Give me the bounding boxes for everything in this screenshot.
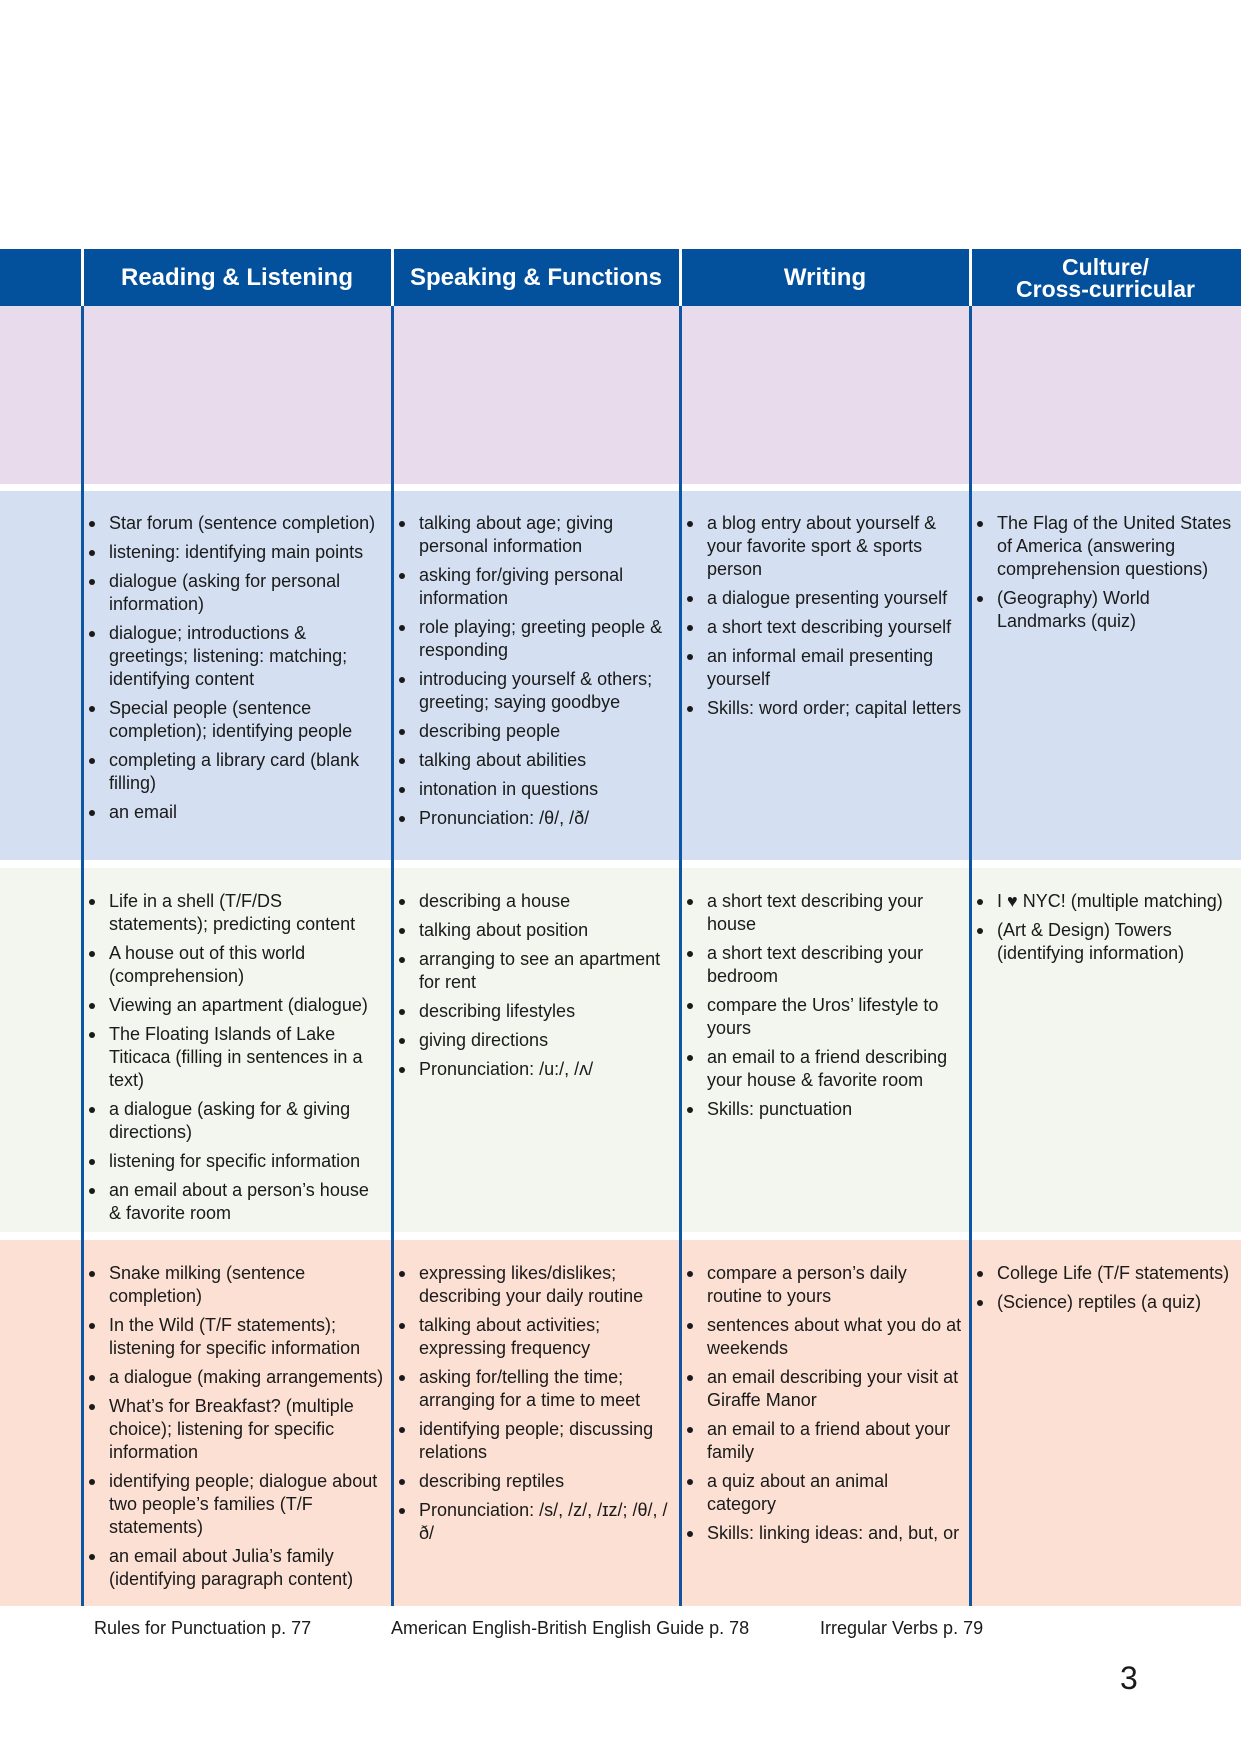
column-header-culture: Culture/ Cross-curricular: [970, 249, 1241, 306]
list-item: I ♥ NYC! (multiple matching): [997, 890, 1233, 913]
list-item: Pronunciation: /θ/, /ð/: [419, 807, 672, 830]
list-item: dialogue; introductions & greetings; listening: matching; identifying content: [109, 622, 384, 691]
list-item: a dialogue presenting yourself: [707, 587, 962, 610]
list-item: Star forum (sentence completion): [109, 512, 384, 535]
list-item: Special people (sentence completion); identifying people: [109, 697, 384, 743]
list-item: talking about activities; expressing frequency: [419, 1314, 672, 1360]
header-divider: [679, 249, 682, 306]
cell-reading: [82, 512, 392, 830]
list-item: College Life (T/F statements): [997, 1262, 1233, 1285]
list-item: talking about age; giving personal information: [419, 512, 672, 558]
list-item: an email to a friend about your family: [707, 1418, 962, 1464]
list-item: asking for/telling the time; arranging for a time to meet: [419, 1366, 672, 1412]
unit-row-1: [0, 306, 1241, 484]
list-item: The Floating Islands of Lake Titicaca (filling in sentences in a text): [109, 1023, 384, 1092]
list-item: a dialogue (making arrangements): [109, 1367, 384, 1387]
list-item: Life in a shell (T/F/DS statements); predicting content: [109, 890, 384, 936]
list-item: an email: [109, 801, 384, 824]
list-item: listening: identifying main points: [109, 541, 384, 564]
list-item: sentences about what you do at weekends: [707, 1315, 962, 1358]
column-header-reading: Reading & Listening: [82, 249, 392, 306]
list-item: dialogue (asking for personal information): [109, 570, 384, 616]
column-header-writing: Writing: [680, 249, 970, 306]
bullet-list: [109, 512, 384, 824]
column-divider: [391, 306, 394, 1606]
cell-speaking: [392, 512, 680, 836]
list-item: a short text describing yourself: [707, 616, 962, 639]
header-divider: [81, 249, 84, 306]
cell-speaking: [392, 1262, 680, 1551]
list-item: a blog entry about yourself & your favorite sport & sports person: [707, 512, 962, 581]
list-item: Skills: punctuation: [707, 1098, 962, 1121]
list-item: compare a person’s daily routine to yours: [707, 1262, 962, 1308]
header-divider: [969, 249, 972, 306]
footer-punctuation-link[interactable]: Rules for Punctuation p. 77: [94, 1618, 312, 1638]
cell-culture: [970, 512, 1241, 639]
contents-table: [0, 249, 1241, 1606]
list-item: an informal email presenting yourself: [707, 645, 962, 691]
bullet-list: [109, 1262, 384, 1591]
bullet-list: [997, 512, 1233, 633]
page-number: 3: [1120, 1660, 1138, 1696]
list-item: a short text describing your house: [707, 890, 962, 936]
header-divider: [391, 249, 394, 306]
bullet-list: [707, 512, 962, 720]
list-item: an email describing your visit at Giraffe Manor: [707, 1366, 962, 1412]
list-item: identifying people; dialogue about two people’s families (T/F statements): [109, 1470, 384, 1539]
list-item: (Science) reptiles (a quiz): [997, 1291, 1233, 1314]
cell-culture: [970, 890, 1241, 971]
header-blank-cell: [0, 249, 82, 306]
list-item: an email about a person’s house & favorite room: [109, 1179, 384, 1225]
list-item: describing lifestyles: [419, 1000, 672, 1023]
list-item: Skills: linking ideas: and, but, or: [707, 1522, 962, 1545]
list-item: Viewing an apartment (dialogue): [109, 994, 384, 1017]
list-item: arranging to see an apartment for rent: [419, 948, 672, 994]
list-item: completing a library card (blank filling): [109, 749, 384, 795]
footer-verbs-link[interactable]: Irregular Verbs p. 79: [820, 1618, 984, 1638]
list-item: intonation in questions: [419, 778, 672, 801]
bullet-list: [707, 1262, 962, 1545]
list-item: The Flag of the United States of America (answering comprehension questions): [997, 513, 1232, 579]
list-item: talking about abilities: [419, 749, 672, 772]
list-item: (Geography) World Landmarks (quiz): [997, 587, 1233, 633]
column-header-speaking: Speaking & Functions: [392, 249, 680, 306]
list-item: listening for specific information: [109, 1150, 384, 1173]
cell-reading: [82, 1262, 392, 1597]
cell-writing: [680, 1262, 970, 1551]
list-item: describing a house: [419, 890, 672, 913]
bullet-list: [997, 890, 1233, 965]
bullet-list: [997, 1262, 1233, 1314]
column-divider: [81, 306, 84, 1606]
list-item: giving directions: [419, 1029, 672, 1052]
column-divider: [969, 306, 972, 1606]
bullet-list: [419, 512, 672, 830]
list-item: a dialogue (asking for & giving directions): [109, 1098, 384, 1144]
list-item: In the Wild (T/F statements); listening for specific information: [109, 1314, 384, 1360]
list-item: describing reptiles: [419, 1470, 672, 1493]
cell-writing: [680, 890, 970, 1127]
list-item: compare the Uros’ lifestyle to yours: [707, 994, 962, 1040]
list-item: Snake milking (sentence completion): [109, 1262, 384, 1308]
list-item: introducing yourself & others; greeting; saying goodbye: [419, 668, 672, 714]
list-item: talking about position: [419, 919, 672, 942]
list-item: Pronunciation: /u:/, /ʌ/: [419, 1058, 672, 1081]
list-item: asking for/giving personal information: [419, 564, 672, 610]
list-item: Skills: word order; capital letters: [707, 698, 962, 718]
list-item: A house out of this world (comprehension): [109, 942, 384, 988]
cell-writing: [680, 512, 970, 726]
list-item: an email to a friend describing your house & favorite room: [707, 1046, 962, 1092]
list-item: expressing likes/dislikes; describing your daily routine: [419, 1262, 672, 1308]
bullet-list: [707, 890, 962, 1121]
list-item: What’s for Breakfast? (multiple choice); listening for specific information: [109, 1395, 384, 1464]
list-item: a quiz about an animal category: [707, 1470, 962, 1516]
footer-guide-link[interactable]: American English-British English Guide p. 78: [391, 1618, 750, 1638]
cell-speaking: [392, 890, 680, 1087]
list-item: (Art & Design) Towers (identifying information): [997, 919, 1233, 965]
list-item: a short text describing your bedroom: [707, 942, 962, 988]
list-item: describing people: [419, 720, 672, 743]
column-divider: [679, 306, 682, 1606]
bullet-list: [419, 1262, 672, 1545]
list-item: identifying people; discussing relations: [419, 1418, 672, 1464]
list-item: role playing; greeting people & responding: [419, 616, 672, 662]
bullet-list: [109, 890, 384, 1225]
cell-culture: [970, 1262, 1241, 1320]
list-item: Pronunciation: /s/, /z/, /ɪz/; /θ/, /ð/: [419, 1499, 672, 1545]
list-item: an email about Julia’s family (identifying paragraph content): [109, 1545, 384, 1591]
cell-reading: [82, 890, 392, 1231]
bullet-list: [419, 890, 672, 1081]
